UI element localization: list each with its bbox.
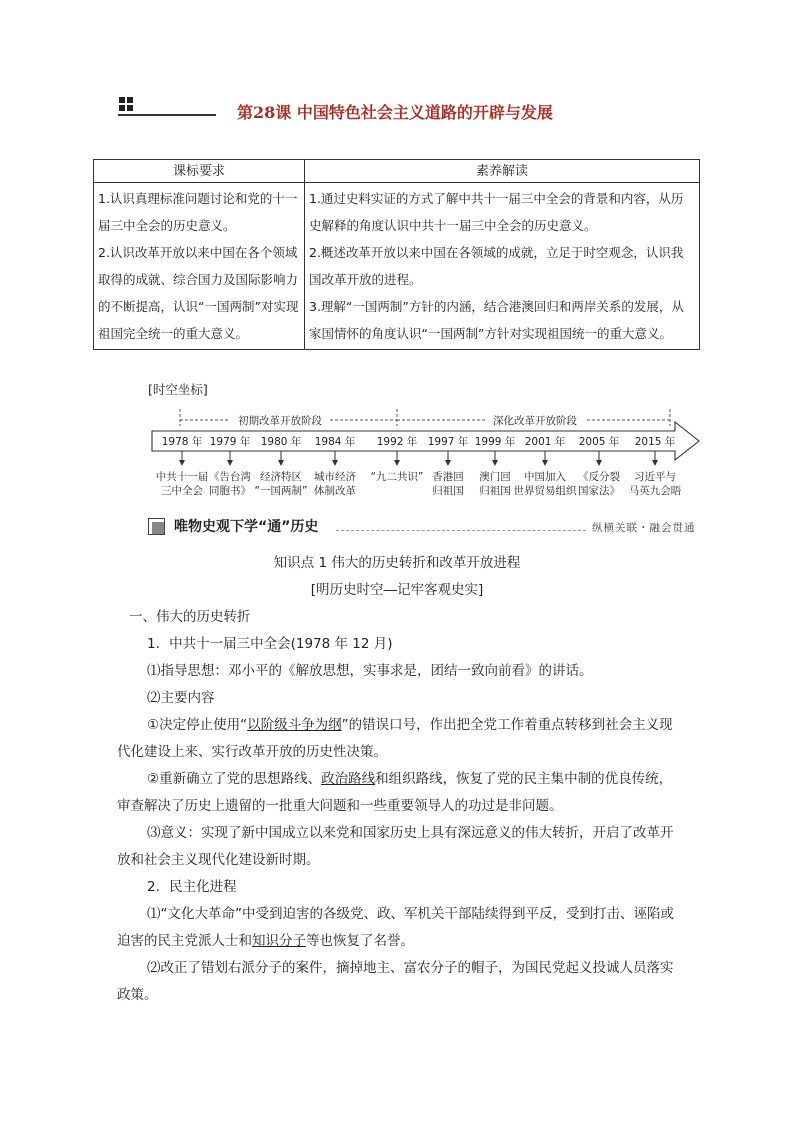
timeline-tick-arrow-8	[542, 460, 548, 466]
section-square-icon	[148, 518, 165, 535]
timeline-event-2-line1: 《告台湾	[209, 471, 251, 483]
grid-icon	[118, 96, 134, 112]
timeline-event-9-line1: 《反分裂	[578, 471, 620, 483]
timeline-year-7: 1999 年	[474, 436, 516, 448]
item2-underlined: 政治路线	[321, 771, 376, 787]
timeline-tick-arrow-10	[652, 460, 658, 466]
section-title: 唯物史观下学“通”历史	[174, 519, 319, 535]
item1-text-a: ①决定停止使用“	[147, 717, 248, 733]
paragraph-item-1	[117, 712, 677, 766]
timeline-event-10-line1: 习近平与	[634, 471, 676, 483]
timeline-year-10: 2015 年	[634, 436, 676, 448]
knowledge-point-title: 知识点 1 伟大的历史转折和改革开放进程	[273, 555, 521, 571]
timeline	[140, 380, 710, 505]
item2-text-a: ②重新确立了党的思想路线、	[147, 771, 322, 787]
timeline-tick-arrow-2	[227, 460, 233, 466]
timeline-event-1-line2: 三中全会	[161, 485, 203, 497]
paragraph-significance: ⑶意义：实现了新中国成立以来党和国家历史上具有深远意义的伟大转折，开启了改革开放和社会主义现代化建设新时期。	[117, 825, 674, 868]
timeline-year-2: 1979 年	[209, 436, 251, 448]
lesson-header	[118, 96, 678, 130]
requirements-table	[93, 159, 700, 350]
timeline-event-6-line1: 香港回	[432, 471, 464, 483]
timeline-tick-arrow-9	[596, 460, 602, 466]
timeline-year-9: 2005 年	[578, 436, 620, 448]
standard-item-1: 1.认识真理标准问题讨论和党的十一届三中全会的历史意义。	[98, 191, 298, 233]
subheading-2: 2．民主化进程	[147, 879, 237, 895]
timeline-tick-arrow-1	[179, 460, 185, 466]
phase2-label: 深化改革开放阶段	[493, 415, 577, 427]
knowledge-point-subtitle: [明历史时空―记牢客观史实]	[310, 582, 484, 598]
timeline-event-4-line2: 体制改革	[314, 485, 356, 497]
timeline-event-2-line2: 同胞书》	[209, 485, 251, 497]
timeline-event-7-line2: 归祖国	[479, 485, 511, 497]
timeline-event-6-line2: 归祖国	[432, 485, 464, 497]
timeline-year-6: 1997 年	[427, 436, 469, 448]
table-header-row	[94, 160, 700, 183]
timeline-tick-arrow-5	[394, 460, 400, 466]
timeline-event-5-line1: “九二共识”	[370, 471, 424, 483]
paragraph-rehabilitation	[117, 901, 677, 955]
standard-item-2: 2.认识改革开放以来中国在各个领域取得的成就、综合国力及国际影响力的不断提高，认识“一国两制”对实现祖国完全统一的重大意义。	[98, 245, 299, 341]
section-header	[148, 516, 708, 538]
rehab-underlined: 知识分子	[252, 933, 306, 949]
timeline-year-8: 2001 年	[524, 436, 566, 448]
timeline-event-3-line1: 经济特区	[260, 471, 302, 483]
timeline-tick-arrow-6	[445, 460, 451, 466]
timeline-graphic	[140, 380, 710, 505]
paragraph-item-2	[117, 766, 677, 820]
timeline-event-9-line2: 国家法》	[578, 485, 620, 497]
timeline-event-4-line1: 城市经济	[314, 471, 356, 483]
paragraph-guiding-thought: ⑴指导思想：邓小平的《解放思想，实事求是，团结一致向前看》的讲话。	[147, 663, 593, 679]
phase1-label: 初期改革开放阶段	[238, 415, 322, 427]
timeline-year-4: 1984 年	[314, 436, 356, 448]
timeline-event-10-line2: 马英九会晤	[628, 485, 682, 497]
literacy-item-1: 1.通过史料实证的方式了解中共十一届三中全会的背景和内容，从历史解释的角度认识中共十一届三中全会的历史意义。	[309, 191, 684, 233]
standards-cell	[94, 183, 305, 350]
timeline-event-8-line2: 世界贸易组织	[513, 485, 577, 497]
header-standards: 课标要求	[94, 160, 305, 183]
timeline-event-3-line2: “一国两制”	[254, 485, 308, 497]
section-divider	[336, 530, 586, 531]
item1-text-b: ”的错误口号，作出把全党工作着重点转移到社会主义现代化建设上来、实行改革开放的历史性决策。	[117, 717, 673, 760]
section-tag: 纵横关联・融会贯通	[592, 522, 696, 534]
timeline-event-8-line1: 中国加入	[524, 471, 566, 483]
item1-underlined: 以阶级斗争为纲	[247, 717, 342, 733]
lesson-title: 第28课 中国特色社会主义道路的开辟与发展	[237, 103, 553, 122]
rehab-text-a: ⑴“文化大革命”中受到迫害的各级党、政、军机关干部陆续得到平反，受到打击、诬陷或迫害的民主党派人士和	[117, 906, 674, 949]
timeline-year-3: 1980 年	[260, 436, 302, 448]
timeline-event-7-line1: 澳门回	[479, 471, 511, 483]
lesson-body	[117, 550, 677, 1009]
heading-1: 一、伟大的历史转折	[129, 609, 251, 625]
paragraph-main-content: ⑵主要内容	[147, 690, 215, 706]
timeline-year-1: 1978 年	[161, 436, 203, 448]
subheading-1: 1．中共十一届三中全会(1978 年 12 月)	[147, 636, 393, 652]
literacy-item-3: 3.理解“一国两制”方针的内涵，结合港澳回归和两岸关系的发展，从家国情怀的角度认识“一国两制”方针对实现祖国统一的重大意义。	[309, 299, 684, 341]
literacy-item-2: 2.概述改革开放以来中国在各领域的成就，立足于时空观念，认识我国改革开放的进程。	[309, 245, 684, 287]
rehab-text-b: 等也恢复了名誉。	[306, 933, 414, 949]
header-literacy: 素养解读	[305, 160, 700, 183]
timeline-label: [时空坐标]	[148, 382, 208, 397]
item2-text-b: 和组织路线，恢复了党的民主集中制的优良传统，审查解决了历史上遗留的一批重大问题和一些重要领导人的功过是非问题。	[117, 771, 673, 814]
timeline-tick-arrow-7	[492, 460, 498, 466]
timeline-tick-arrow-4	[332, 460, 338, 466]
table-row	[94, 183, 700, 350]
title-rule	[118, 114, 216, 116]
paragraph-correction: ⑵改正了错划右派分子的案件，摘掉地主、富农分子的帽子，为国民党起义投诚人员落实政策。	[117, 960, 674, 1003]
timeline-tick-arrow-3	[278, 460, 284, 466]
literacy-cell	[305, 183, 700, 350]
timeline-year-5: 1992 年	[376, 436, 418, 448]
timeline-event-1-line1: 中共十一届	[155, 471, 209, 483]
